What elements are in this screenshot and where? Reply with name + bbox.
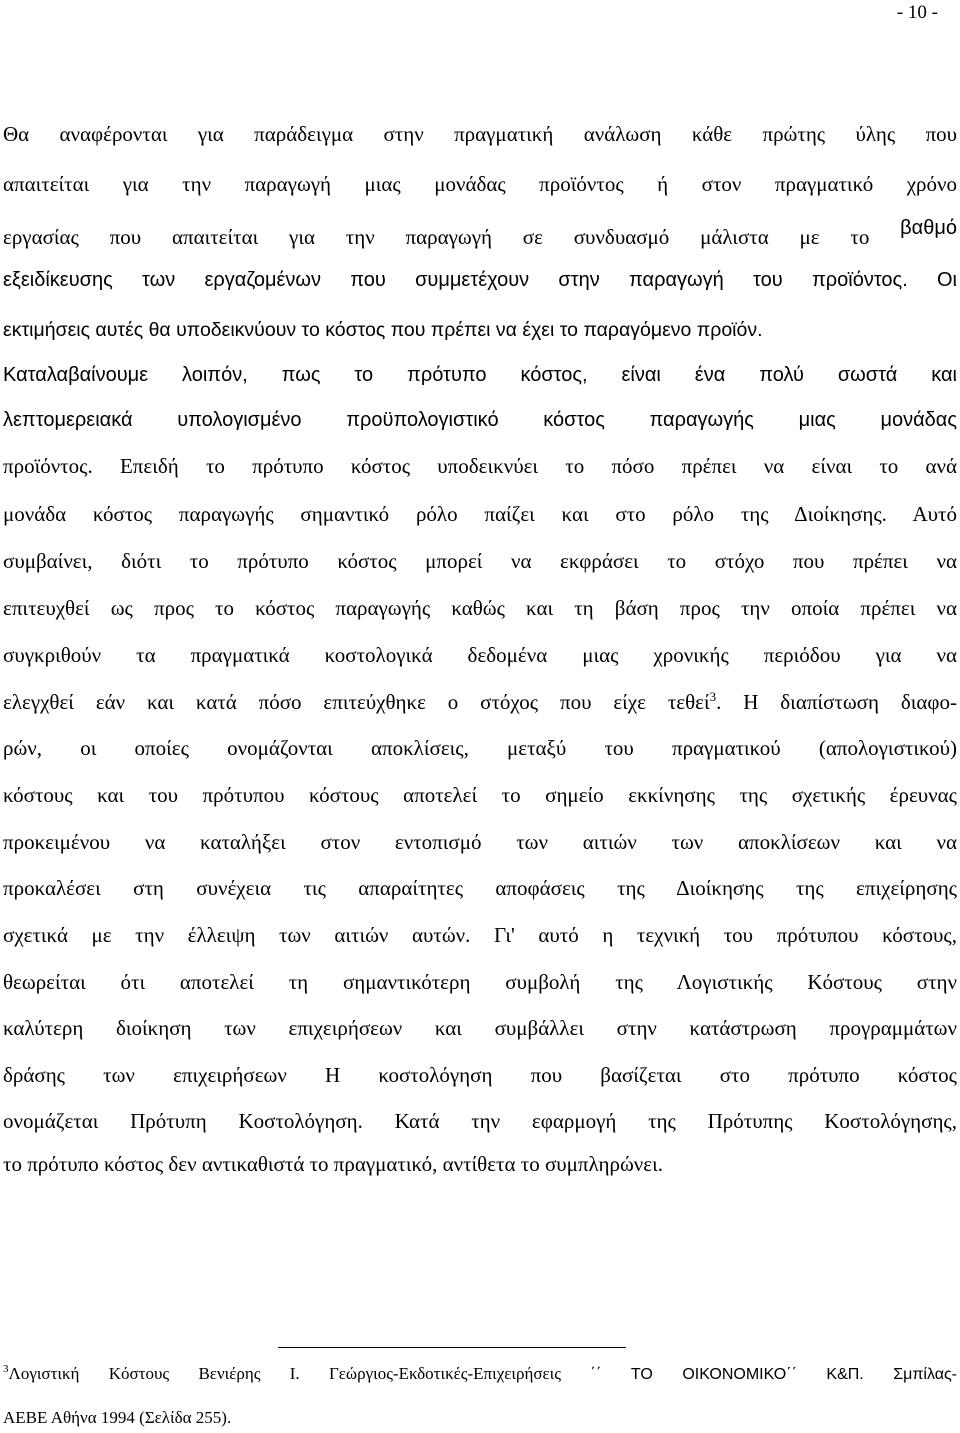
text-line-part: εργασίας που απαιτείται για την παραγωγή σε συνδυασμό μάλιστα με το (3, 225, 870, 249)
text-line: εκτιμήσεις αυτές θα υποδεικνύουν το κόστος που πρέπει να έχει το παραγόμενο προϊόν. (3, 319, 763, 341)
footnote-separator (278, 1347, 626, 1348)
footnote-marker: 3 (3, 1363, 9, 1375)
footnote-text: Λογιστική Κόστους Βενιέρης Ι. Γεώργιος-Εκδοτικές-Επιχειρήσεις ΄΄ (8, 1364, 602, 1383)
text-line: συμβαίνει, διότι το πρότυπο κόστος μπορεί να εκφράσει το στόχο που πρέπει να (3, 549, 957, 573)
text-line: ρών, οι οποίες ονομάζονται αποκλίσεις, μεταξύ του πραγματικού (απολογιστικού) (3, 736, 957, 760)
text-line (3, 217, 958, 250)
text-line-part: . Η διαπίστωση διαφο- (716, 690, 957, 714)
text-line: σχετικά με την έλλειψη των αιτιών αυτών. Γι' αυτό η τεχνική του πρότυπου κόστους, (3, 923, 957, 947)
footnote-text-sans: ΤΟ ΟΙΚΟΝΟΜΙΚΟ΄΄ Κ&Π. Σμπίλας- (630, 1366, 957, 1383)
footnote-line: ΑΕΒΕ Αθήνα 1994 (Σελίδα 255). (3, 1408, 232, 1427)
text-line: προκειμένου να καταλήξει στον εντοπισμό των αιτιών των αποκλίσεων και να (3, 830, 957, 854)
text-line: λεπτομερειακά υπολογισμένο προϋπολογιστικό κόστος παραγωγής μιας μονάδας (3, 409, 957, 431)
text-line: προϊόντος. Επειδή το πρότυπο κόστος υποδεικνύει το πόσο πρέπει να είναι το ανά (3, 454, 957, 478)
text-line: μονάδα κόστος παραγωγής σημαντικό ρόλο παίζει και στο ρόλο της Διοίκησης. Αυτό (3, 502, 957, 526)
text-line: συγκριθούν τα πραγματικά κοστολογικά δεδομένα μιας χρονικής περιόδου για να (3, 643, 957, 667)
text-line (3, 690, 957, 714)
raised-word: βαθμό (900, 217, 958, 239)
text-line: καλύτερη διοίκηση των επιχειρήσεων και συμβάλλει στην κατάστρωση προγραμμάτων (3, 1016, 957, 1040)
text-line: Καταλαβαίνουμε λοιπόν, πως το πρότυπο κόστος, είναι ένα πολύ σωστά και (3, 364, 957, 386)
text-line: Θα αναφέρονται για παράδειγμα στην πραγματική ανάλωση κάθε πρώτης ύλης που (3, 122, 957, 146)
text-line: θεωρείται ότι αποτελεί τη σημαντικότερη συμβολή της Λογιστικής Κόστους στην (3, 970, 957, 994)
text-line: επιτευχθεί ως προς το κόστος παραγωγής καθώς και τη βάση προς την οποία πρέπει να (3, 596, 957, 620)
footnote-reference: 3 (709, 689, 717, 704)
text-line: κόστους και του πρότυπου κόστους αποτελεί το σημείο εκκίνησης της σχετικής έρευνας (3, 783, 957, 807)
text-line: εξειδίκευσης των εργαζομένων που συμμετέχουν στην παραγωγή του προϊόντος. Οι (3, 269, 957, 291)
text-line-part: ελεγχθεί εάν και κατά πόσο επιτεύχθηκε ο στόχος που είχε τεθεί (3, 690, 710, 714)
text-line: ονομάζεται Πρότυπη Κοστολόγηση. Κατά την εφαρμογή της Πρότυπης Κοστολόγησης, (3, 1109, 957, 1133)
text-line: δράσης των επιχειρήσεων Η κοστολόγηση που βασίζεται στο πρότυπο κόστος (3, 1063, 957, 1087)
text-line: προκαλέσει στη συνέχεια τις απαραίτητες αποφάσεις της Διοίκησης της επιχείρησης (3, 876, 957, 900)
text-line: το πρότυπο κόστος δεν αντικαθιστά το πραγματικό, αντίθετα το συμπληρώνει. (3, 1152, 664, 1176)
footnote-line (3, 1364, 957, 1386)
page-number: - 10 - (896, 2, 938, 23)
text-line: απαιτείται για την παραγωγή μιας μονάδας προϊόντος ή στον πραγματικό χρόνο (3, 172, 957, 196)
